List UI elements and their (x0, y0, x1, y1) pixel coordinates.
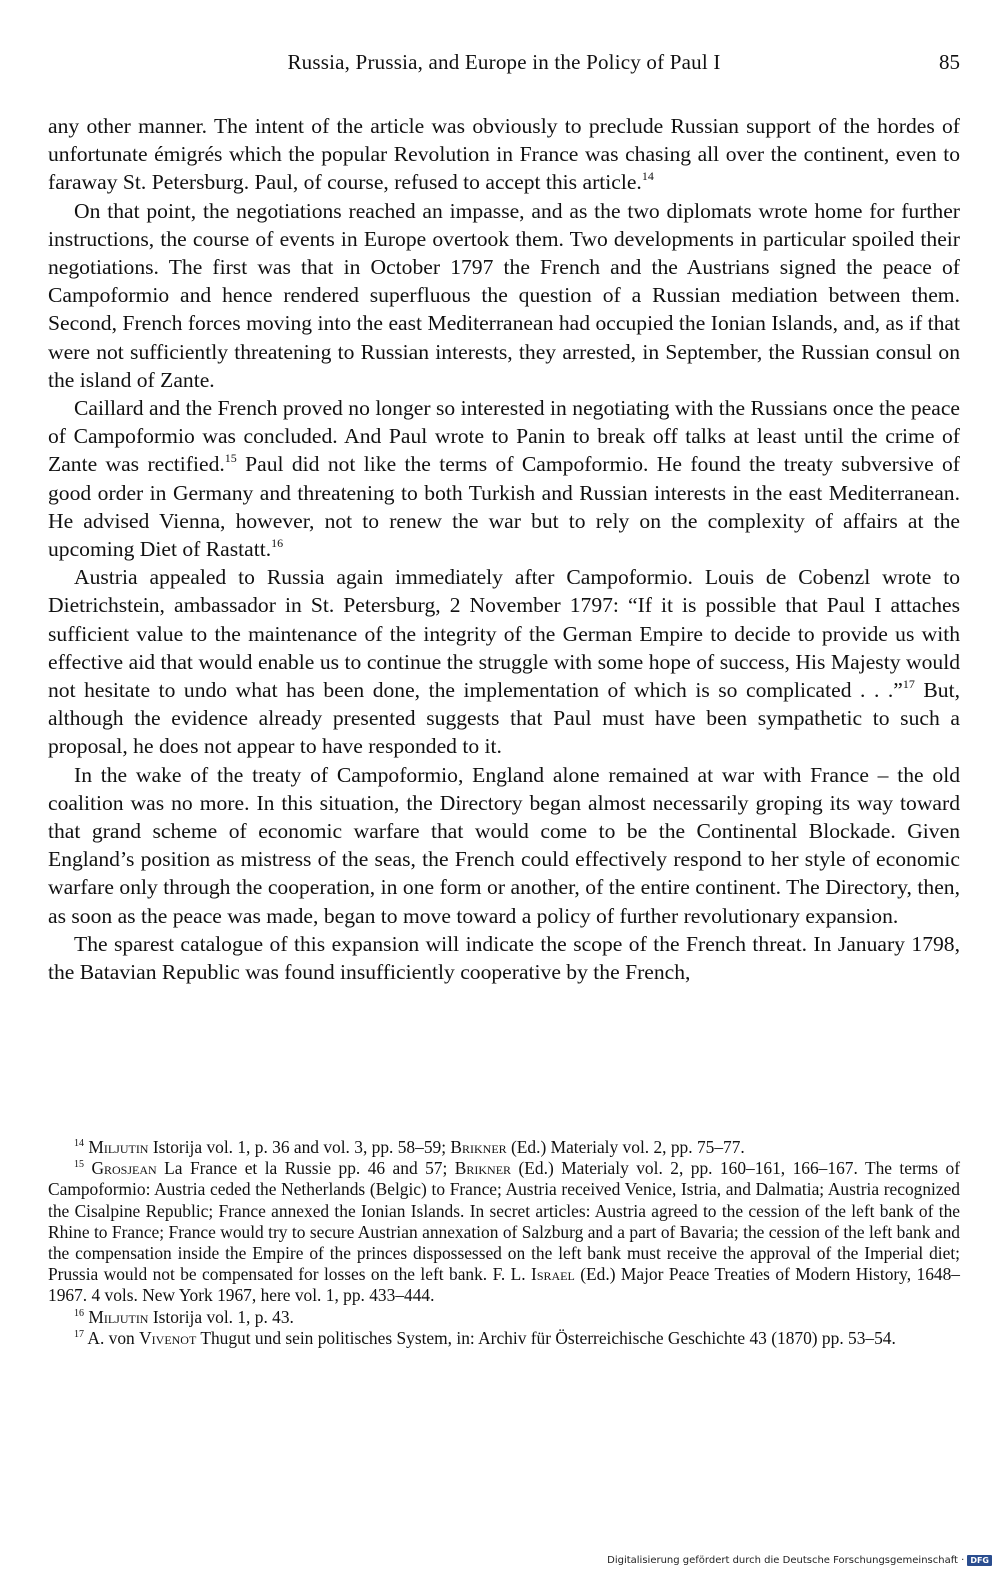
page-number: 85 (939, 50, 960, 74)
footnote-ref-17: 17 (902, 677, 915, 692)
running-title: Russia, Prussia, and Europe in the Policy of Paul I (287, 50, 721, 74)
footnote-16: $^{16}$ Miljutin Istorija vol. 1, p. 43. (74, 1306, 294, 1327)
digitization-credit (607, 1555, 992, 1566)
paragraph-4: Austria appealed to Russia again immediately after Campoformio. Louis de Cobenzl wrote to Dietrichstein, ambassador in St. Petersburg, 2 November 1797: “If it is possible that Paul I attaches sufficient value to the maintenance of the integrity of the German Empire to decide to provide us with effective aid that would enable us to continue the struggle with some hope of success, His Majesty would not hesitate to undo what has been done, the implementation of which is so complicated . . .”$^{17}$ But, although the evidence already presented suggests that Paul must have been sympathetic to such a proposal, he does not appear to have responded to it. (48, 565, 960, 759)
running-head (48, 46, 960, 76)
paragraph-3: Caillard and the French proved no longer so interested in negotiating with the Russians once the peace of Campoformio was concluded. And Paul wrote to Panin to break off talks at least until the crime of Zante was rectified.$^{15}$ Paul did not like the terms of Campoformio. He found the treaty subversive of good order in Germany and threatening to both Turkish and Russian interests in the east Mediterranean. He advised Vienna, however, not to renew the war but to rely on the complexity of affairs at the upcoming Diet of Rastatt.$^{16}$ (48, 396, 960, 562)
paragraph-2: On that point, the negotiations reached an impasse, and as the two diplomats wrote home for further instructions, the course of events in Europe overtook them. Two developments in particular spoiled their negotiations. The first was that in October 1797 the French and the Austrians signed the peace of Campoformio and hence rendered superfluous the question of a Russian mediation between them. Second, French forces moving into the east Mediterranean had occupied the Ionian Islands, and, as if that were not sufficiently threatening to Russian interests, they arrested, in September, the Russian consul on the island of Zante. (48, 198, 960, 392)
paragraph-5: In the wake of the treaty of Campoformio, England alone remained at war with France – the old coalition was no more. In this situation, the Directory began almost necessarily groping its way toward that grand scheme of economic warfare that would come to be the Continental Blockade. Given England’s position as mistress of the seas, the French could effectively respond to her style of economic warfare only through the cooperation, in one form or another, of the entire continent. The Directory, then, as soon as the peace was made, began to move toward a policy of further revolutionary expansion. (48, 762, 960, 928)
credit-text: Digitalisierung gefördert durch die Deutsche Forschungsgemeinschaft · (607, 1555, 965, 1566)
footnote-17: $^{17}$ A. von Vivenot Thugut und sein politisches System, in: Archiv für Österreichische Geschichte 43 (1870) pp. 53–54. (74, 1327, 896, 1348)
footnote-ref-15: 15 (224, 451, 237, 466)
paragraph-1: any other manner. The intent of the article was obviously to preclude Russian support of the hordes of unfortunate émigrés which the popular Revolution in France was chasing all over the continent, even to faraway St. Petersburg. Paul, of course, refused to accept this article.$^{14}$ (48, 114, 960, 195)
footnotes (48, 1137, 960, 1349)
footnote-14: $^{14}$ Miljutin Istorija vol. 1, p. 36 and vol. 3, pp. 58–59; Brikner (Ed.) Materialy vol. 2, pp. 75–77. (74, 1137, 745, 1157)
dfg-logo: DFG (967, 1555, 992, 1566)
paragraph-6: The sparest catalogue of this expansion will indicate the scope of the French threat. In January 1798, the Batavian Republic was found insufficiently cooperative by the French, (48, 931, 960, 985)
footnote-ref-14: 14 (641, 169, 654, 184)
body-text (48, 112, 960, 986)
footnote-15: $^{15}$ Grosjean La France et la Russie pp. 46 and 57; Brikner (Ed.) Materialy vol. 2, pp. 160–161, 166–167. The terms of Campoformio: Austria ceded the Netherlands (Belgic) to France; Austria received Venice, Istria, and Dalmatia; Austria recognized the Cisalpine Republic; France annexed the Ionian Islands. In secret articles: Austria agreed to the cession of the left bank of the Rhine to France; France would try to secure Austrian annexation of Salzburg and a part of Bavaria; the cession of the left bank and the compensation inside the Empire of the princes dispossessed on the left bank must receive the approval of the Imperial diet; Prussia would not be compensated for losses on the left bank. F. L. Israel (Ed.) Major Peace Treaties of Modern History, 1648–1967. 4 vols. New York 1967, here vol. 1, pp. 433–444. (48, 1158, 960, 1306)
footnote-ref-16: 16 (271, 536, 284, 551)
